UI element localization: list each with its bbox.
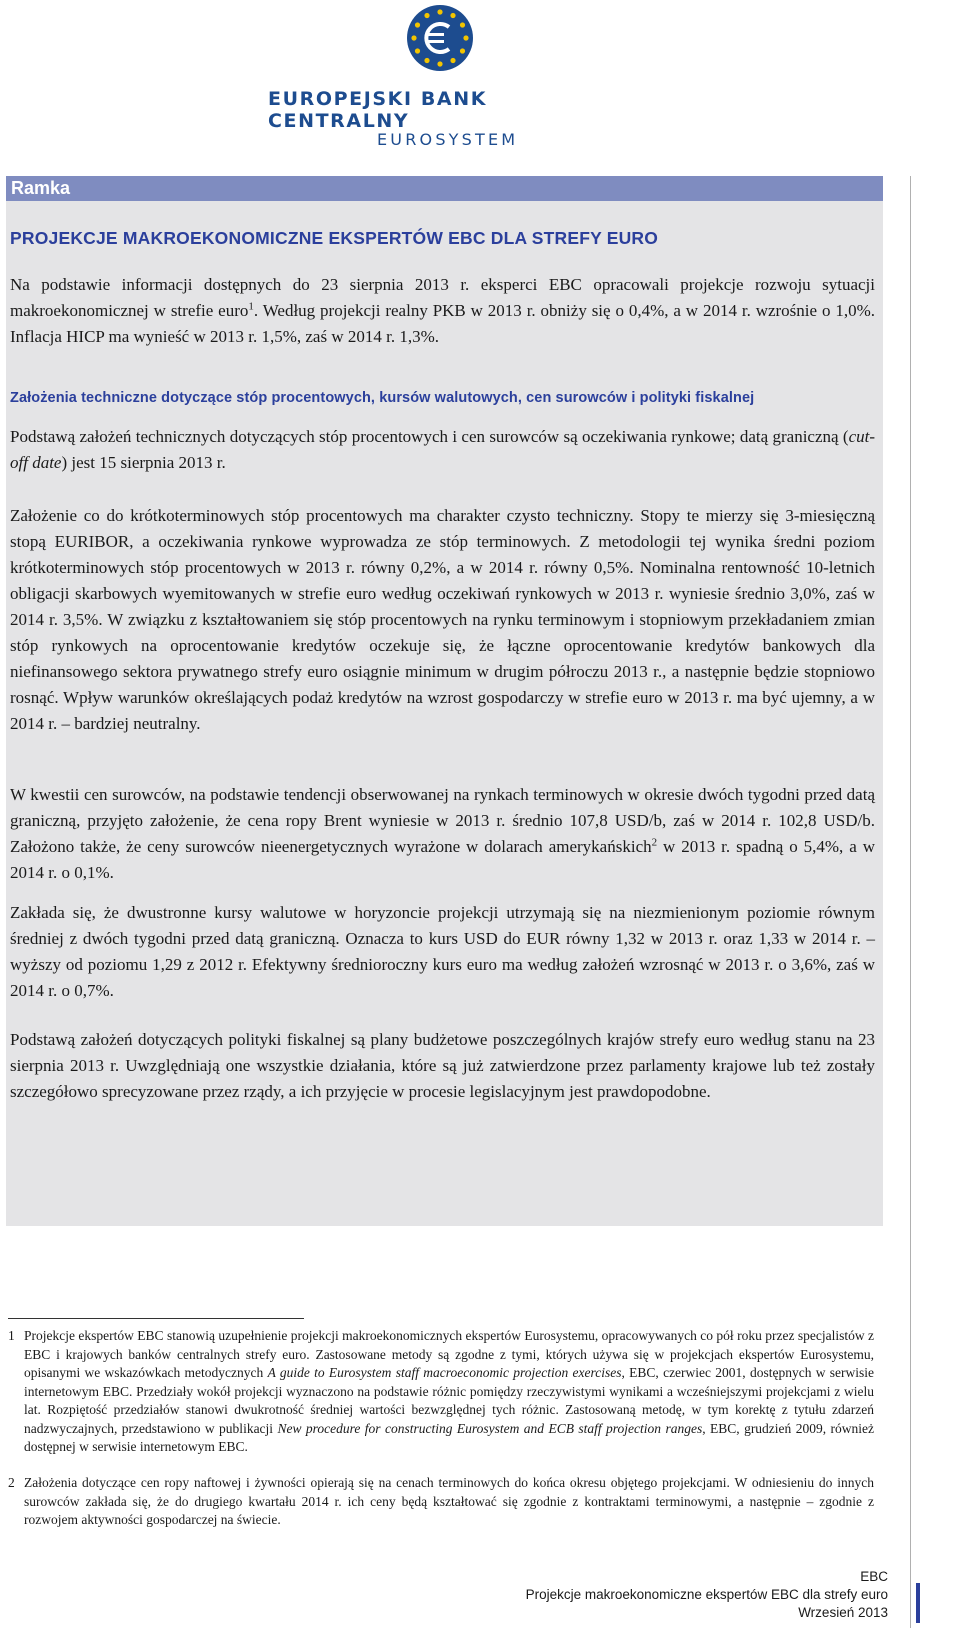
footnote-1: 1 Projekcje ekspertów EBC stanowią uzupełnienie projekcji makroekonomicznych ekspertów Eurosystemu, opracowywanych co pół roku przez specjalistów z EBC i krajowych banków centralnych strefy euro. Zastosowane metody są zgodne z tymi, których używa się w projekcjach ekspertów Eurosystemu, opisanymi we wskazówkach metodycznych A guide to Eurosystem staff macroeconomic projection exercises, EBC, czerwiec 2001, dostępnych w serwisie internetowym EBC. Przedziały wokół projekcji wyznaczono na podstawie różnic pomiędzy rzeczywistymi wynikami a wcześniejszymi projekcjami z wielu lat. Rozpiętość przedziałów stanowi dwukrotność średniej wartości bezwzględnej tych różnic. Zastosowaną metodę, w tym korektę z tytułu zdarzeń nadzwyczajnych, przedstawiono w publikacji New procedure for constructing Eurosystem and ECB staff projection ranges, EBC, grudzień 2009, również dostępnej w serwisie internetowym EBC.	[8, 1328, 875, 1454]
footer-date: Wrzesień 2013	[798, 1605, 888, 1620]
euro-star-logo	[405, 3, 475, 73]
paragraph-exchange-rates: Zakłada się, że dwustronne kursy walutowe w horyzoncie projekcji utrzymają się na niezmienionym poziomie równym średniej z dwóch tygodni przed datą graniczną. Oznacza to kurs USD do EUR równy 1,32 w 2013 r. oraz 1,33 w 2014 r. – wyższy od poziomu 1,29 z 2012 r. Efektywny średnioroczny kurs euro ma według założeń wzrosnąć w 2013 r. o 3,6%, zaś w 2014 r. o 0,7%.	[10, 903, 875, 1000]
paragraph-fiscal-policy: Podstawą założeń dotyczących polityki fiskalnej są plany budżetowe poszczególnych krajów strefy euro według stanu na 23 sierpnia 2013 r. Uwzględniają one wszystkie działania, które są już zatwierdzone przez parlamenty krajowe lub też zostały szczegółowo sprecyzowane przez rządy, a ich przyjęcie w procesie legislacyjnym jest prawdopodobne.	[10, 1030, 875, 1101]
footer-accent-bar	[916, 1583, 920, 1623]
footnote-ref-1[interactable]: 1	[248, 300, 254, 313]
paragraph-cutoff: Podstawą założeń technicznych dotyczących stóp procentowych i cen surowców są oczekiwania rynkowe; datą graniczną (cut-off date) jest 15 sierpnia 2013 r.	[10, 427, 875, 472]
box-title: PROJEKCJE MAKROEKONOMICZNE EKSPERTÓW EBC DLA STREFY EURO	[10, 228, 659, 248]
footer-publication-title: Projekcje makroekonomiczne ekspertów EBC dla strefy euro	[525, 1587, 888, 1602]
paragraph-interest-rates: Założenie co do krótkoterminowych stóp procentowych ma charakter czysto techniczny. Stopy te mierzy się 3-miesięczną stopą EURIBOR, a oczekiwania rynkowe wyprowadza ze stóp terminowych. Z metodologii tej wynika średni poziom krótkoterminowych stóp procentowych w 2013 r. równy 0,2%, a w 2014 r. równy 0,5%. Nominalna rentowność 10-letnich obligacji skarbowych wyemitowanych w strefie euro według oczekiwań rynkowych w 2013 r. wyniesie średnio 3,0%, zaś w 2014 r. 3,5%. W związku z kształtowaniem się stóp procentowych na rynku terminowym i stopniowym przekładaniem zmian stóp rynkowych na oprocentowanie kredytów oczekuje się, że łączne oprocentowanie kredytów bankowych dla niefinansowego sektora prywatnego strefy euro osiągnie minimum w drugim półroczu 2013 r., a następnie będzie stopniowo rosnąć. Wpływ warunków określających podaż kredytów na wzrost gospodarczy w strefie euro w 2013 r. ma być ujemny, a w 2014 r. – bardziej neutralny.	[10, 506, 875, 733]
brand-title: EUROPEJSKI BANK CENTRALNY	[268, 88, 488, 132]
box-label: Ramka	[11, 178, 71, 198]
footnote-number: 2	[8, 1475, 15, 1490]
footer-publisher: EBC	[860, 1569, 888, 1584]
footnote-divider	[8, 1318, 304, 1319]
paragraph-commodities: W kwestii cen surowców, na podstawie tendencji obserwowanej na rynkach terminowych w okresie dwóch tygodni przed datą graniczną, przyjęto założenie, że cena ropy Brent wyniesie w 2013 r. średnio 107,8 USD/b, zaś w 2014 r. 102,8 USD/b. Założono także, że ceny surowców nieenergetycznych wyrażone w dolarach amerykańskich$^2$ w 2013 r. spadną o 5,4%, a w 2014 r. o 0,1%.	[10, 785, 875, 882]
footnote-number: 1	[8, 1328, 15, 1343]
intro-paragraph: Na podstawie informacji dostępnych do 23 sierpnia 2013 r. eksperci EBC opracowali projekcje rozwoju sytuacji makroekonomicznej w strefie euro$^1$. Według projekcji realny PKB w 2013 r. obniży się o 0,4%, a w 2014 r. wzrośnie o 1,0%. Inflacja HICP ma wynieść w 2013 r. 1,5%, zaś w 2014 r. 1,3%.	[10, 275, 875, 346]
margin-rule	[910, 176, 911, 1628]
footnote-ref-2[interactable]: 2	[651, 836, 658, 849]
footnote-2: 2 Założenia dotyczące cen ropy naftowej i żywności opierają się na cenach terminowych do końca okresu objętego projekcjami. W odniesieniu do innych surowców zakłada się, że do drugiego kwartału 2014 r. ich ceny będą kształtować się zgodnie z kontraktami terminowymi, a następnie – zgodnie z rozwojem aktywności gospodarczej na świecie.	[8, 1475, 874, 1527]
box-header	[6, 176, 883, 201]
section-subtitle: Założenia techniczne dotyczące stóp procentowych, kursów walutowych, cen surowców i polityki fiskalnej	[10, 390, 755, 406]
brand-subtitle: EUROSYSTEM	[377, 130, 519, 149]
